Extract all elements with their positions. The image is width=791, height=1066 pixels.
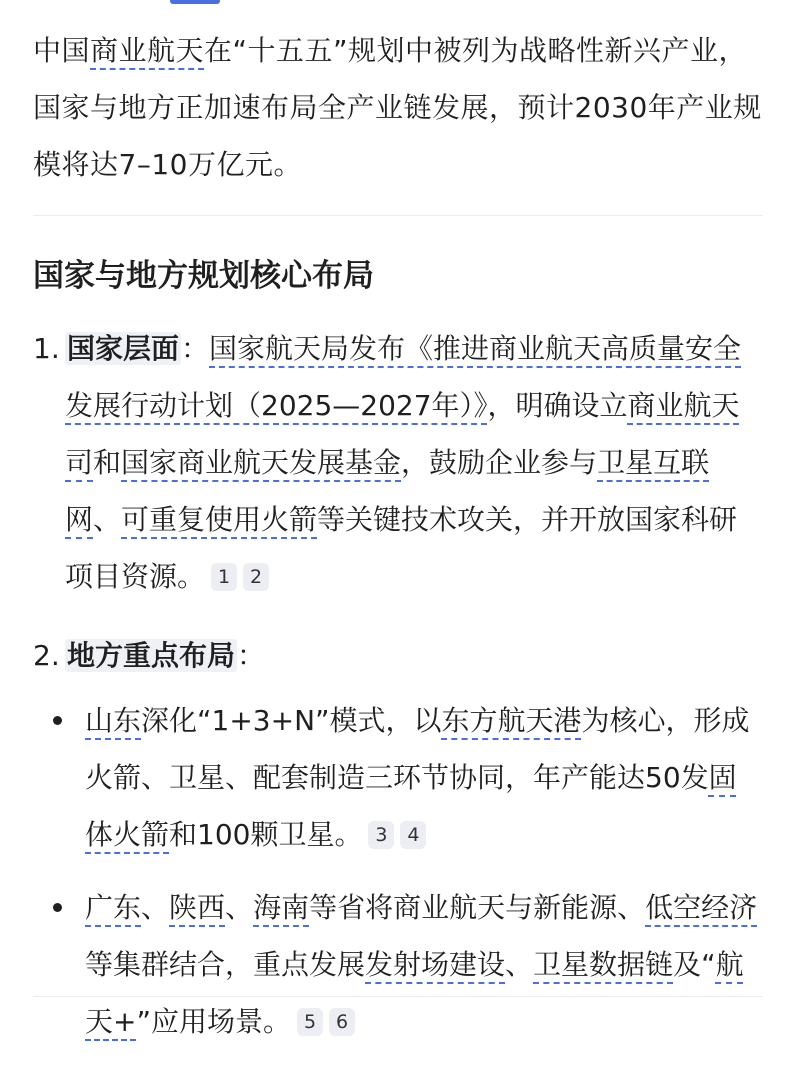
link-solid-rocket[interactable]: 固体火箭 (85, 761, 737, 851)
link-low-altitude-economy[interactable]: 低空经济 (645, 891, 758, 924)
item-label: 国家层面 (67, 332, 180, 365)
bullet-dot-icon (53, 903, 62, 912)
item-text: 等关键技术攻关，并开放国家科研项目资源。 (65, 503, 738, 593)
link-launch-site[interactable]: 发射场建设 (365, 948, 506, 981)
item-text: ，明确设立 (487, 389, 628, 422)
link-guangdong[interactable]: 广东 (85, 891, 142, 924)
bullet-text: 及“ (673, 948, 716, 981)
item-text: 、 (93, 503, 122, 536)
list-item (33, 879, 763, 1050)
link-national-fund[interactable]: 国家商业航天发展基金 (121, 446, 402, 479)
link-shandong[interactable]: 山东 (85, 704, 142, 737)
bullet-text: 、 (225, 891, 254, 924)
bullet-text: ”应用场景。 (136, 1005, 291, 1038)
bullet-text: 等集群结合，重点发展 (85, 948, 366, 981)
link-hainan[interactable]: 海南 (253, 891, 310, 924)
bullet-dot-icon (53, 716, 62, 725)
bullet-text: 和100颗卫星。 (169, 818, 363, 851)
bullet-text: 、 (505, 948, 534, 981)
intro-paragraph (33, 22, 763, 193)
link-commercial-space-dept[interactable]: 商业航天司 (65, 389, 740, 479)
bullet-text: 深化“1+3+N”模式，以 (141, 704, 442, 737)
bullet-text: 等省将商业航天与新能源、 (309, 891, 646, 924)
item-text: 和 (93, 446, 122, 479)
link-shaanxi[interactable]: 陕西 (169, 891, 226, 924)
link-satellite-internet[interactable]: 卫星互联网 (65, 446, 710, 536)
link-reusable-rocket[interactable]: 可重复使用火箭 (121, 503, 318, 536)
active-tab-indicator (170, 0, 220, 4)
link-satellite-datalink[interactable]: 卫星数据链 (533, 948, 674, 981)
citation-badge[interactable]: 1 (211, 563, 237, 591)
citation-badge[interactable]: 5 (297, 1008, 323, 1036)
label-separator: ： (181, 332, 210, 365)
bottom-divider (33, 996, 763, 997)
bullet-text: 为核心，形成火箭、卫星、配套制造三环节协同，年产能达50发 (85, 704, 750, 794)
list-number: 1. (33, 332, 60, 365)
list-number: 2. (33, 639, 60, 672)
label-separator: ： (237, 639, 266, 672)
list-item-local (33, 627, 763, 684)
citation-badge[interactable]: 4 (400, 821, 426, 849)
citation-badge[interactable]: 3 (368, 821, 394, 849)
section-divider (33, 215, 763, 216)
section-title: 国家与地方规划核心布局 (33, 258, 374, 294)
intro-text: 中国 (33, 34, 91, 67)
list-item-national (33, 320, 763, 605)
link-commercial-space[interactable]: 商业航天 (90, 34, 205, 67)
bullet-text: 、 (141, 891, 170, 924)
item-text: ，鼓励企业参与 (401, 446, 598, 479)
item-label: 地方重点布局 (67, 639, 236, 672)
link-oriental-spaceport[interactable]: 东方航天港 (441, 704, 582, 737)
citation-badge[interactable]: 6 (329, 1008, 355, 1036)
link-space-plus[interactable]: 航天+ (85, 948, 744, 1038)
citation-badge[interactable]: 2 (243, 563, 269, 591)
list-item (33, 692, 763, 863)
link-action-plan[interactable]: 国家航天局发布《推进商业航天高质量安全发展行动计划（2025—2027年）》 (65, 332, 742, 422)
answer-content (33, 22, 763, 1066)
intro-text-rest: 在“十五五”规划中被列为战略性新兴产业，国家与地方正加速布局全产业链发展，预计2030年产业规模将达7–10万亿元。 (33, 34, 762, 181)
